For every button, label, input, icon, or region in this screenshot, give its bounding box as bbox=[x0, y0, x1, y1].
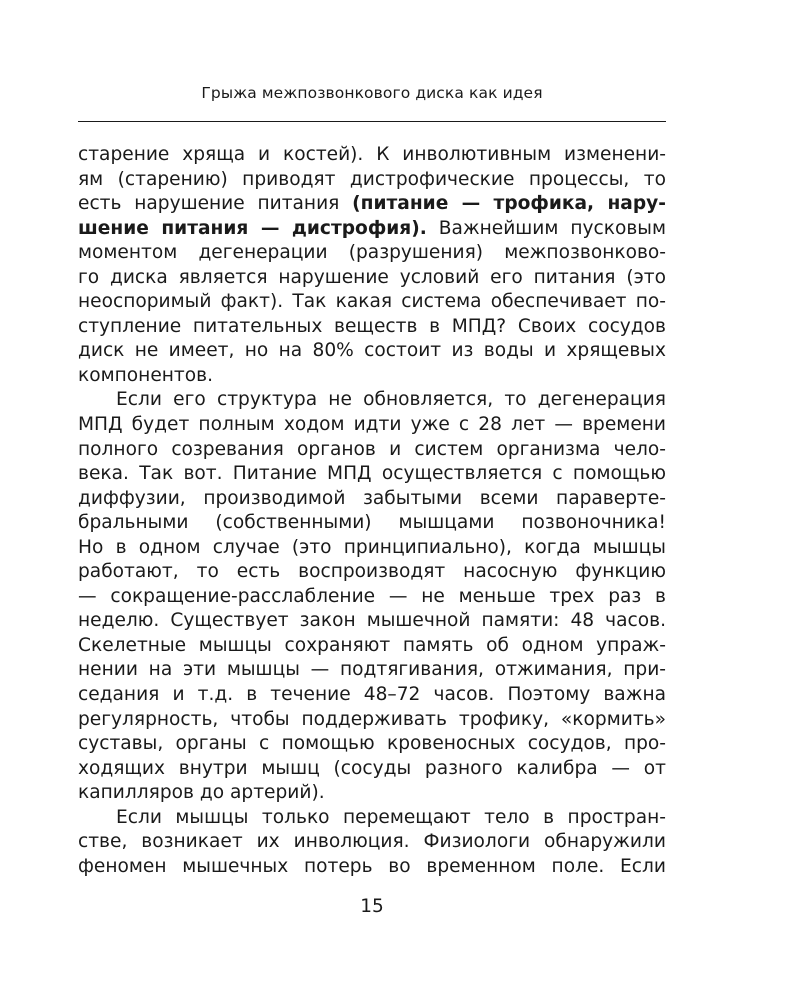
text-line: седания и т.д. в течение 48–72 часов. Поэтому важна bbox=[78, 684, 666, 706]
text-line: Но в одном случае (это принципиально), когда мышцы bbox=[78, 536, 666, 558]
text-line: моментом дегенерации (разрушения) межпозвонково- bbox=[78, 242, 666, 264]
text-line bbox=[78, 217, 666, 242]
text-run: есть нарушение питания bbox=[78, 193, 353, 215]
text-line: работают, то есть воспроизводят насосную функцию bbox=[78, 561, 666, 583]
text-line: суставы, органы с помощью кровеносных сосудов, про- bbox=[78, 733, 666, 755]
text-line: регулярность, чтобы поддерживать трофику, «кормить» bbox=[78, 708, 666, 730]
page-number: 15 bbox=[360, 896, 384, 917]
text-line: неоспоримый факт). Так какая система обеспечивает по- bbox=[78, 291, 666, 313]
text-line bbox=[78, 192, 666, 217]
text-line: нении на эти мышцы — подтягивания, отжимания, при- bbox=[78, 659, 666, 681]
paragraph-first-line: Если мышцы только перемещают тело в простран- bbox=[116, 806, 666, 828]
bold-text-run: (питание — трофика, нару- bbox=[352, 193, 666, 215]
text-line: века. Так вот. Питание МПД осуществляется с помощью bbox=[78, 463, 666, 485]
text-line: ям (старению) приводят дистрофические процессы, то bbox=[78, 168, 666, 190]
text-line: неделю. Существует закон мышечной памяти: 48 часов. bbox=[78, 610, 666, 632]
text-line: диск не имеет, но на 80% состоит из воды и хрящевых bbox=[78, 340, 666, 362]
text-line: МПД будет полным ходом идти уже с 28 лет — времени bbox=[78, 414, 666, 436]
running-head: Грыжа межпозвонкового диска как идея bbox=[201, 84, 543, 102]
text-line: — сокращение-расслабление — не меньше трех раз в bbox=[78, 585, 666, 607]
text-line: бральными (собственными) мышцами позвоночника! bbox=[78, 512, 666, 534]
text-line: ходящих внутри мышц (сосуды разного калибра — от bbox=[78, 757, 666, 779]
text-line: стве, возникает их инволюция. Физиологи обнаружили bbox=[78, 831, 666, 853]
text-line: диффузии, производимой забытыми всеми паравертe- bbox=[78, 487, 666, 509]
header-rule bbox=[78, 121, 666, 122]
body-text bbox=[78, 143, 666, 879]
paragraph-end-line: капилляров до артерий). bbox=[78, 782, 325, 804]
text-line: го диска является нарушение условий его питания (это bbox=[78, 266, 666, 288]
text-line: старение хряща и костей). К инволютивным изменени- bbox=[78, 144, 666, 165]
bold-text-run: шение питания — дистрофия). bbox=[78, 217, 427, 239]
text-line: полного созревания органов и систем организма чело- bbox=[78, 438, 666, 460]
text-line: Скелетные мышцы сохраняют память об одном упраж- bbox=[78, 634, 666, 656]
text-line: феномен мышечных потерь во временном поле. Если bbox=[78, 855, 666, 877]
text-run: Важнейшим пусковым bbox=[426, 217, 666, 239]
paragraph-end-line: компонентов. bbox=[78, 364, 213, 386]
text-line: ступление питательных веществ в МПД? Своих сосудов bbox=[78, 315, 666, 337]
paragraph-first-line: Если его структура не обновляется, то дегенерация bbox=[116, 389, 666, 411]
